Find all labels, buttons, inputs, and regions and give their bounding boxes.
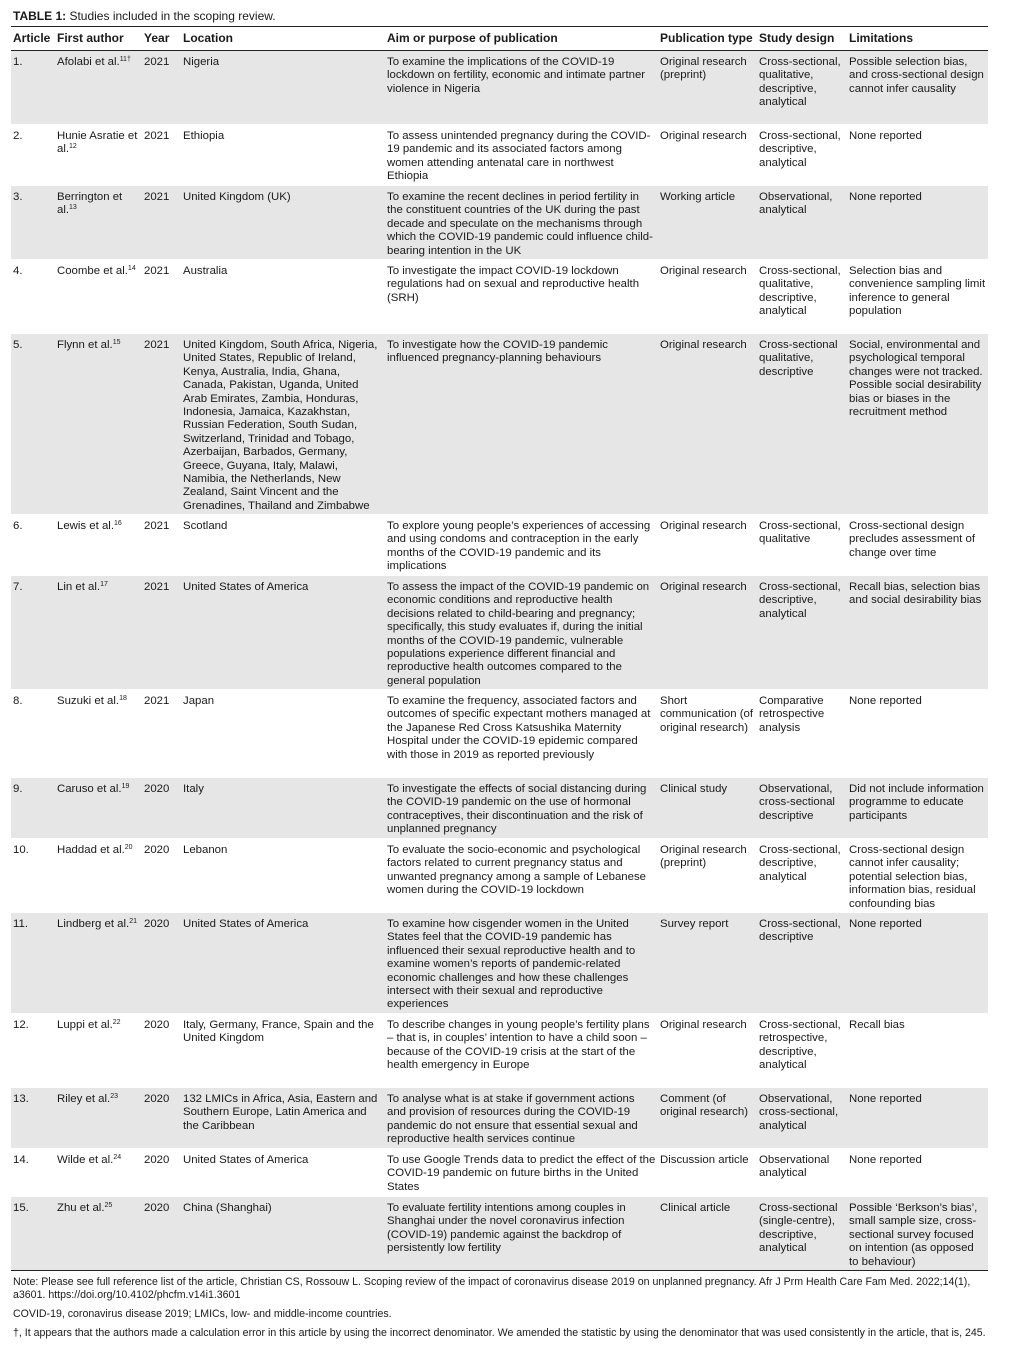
cell-year: 2020 (144, 1019, 170, 1031)
cell-article: 11. (11, 913, 55, 1014)
cell-first-author (55, 1088, 142, 1149)
table-body (11, 51, 988, 1271)
table-row (11, 260, 988, 334)
cell-aim: To examine how cisgender women in the United States feel that the COVID-19 pandemic has influenced their sexual reproductive health and to examine women’s reports of pandemic-related economic challenges and how these challenges intersect with their sexual and reproductive experiences (385, 913, 658, 1014)
cell-year: 2021 (144, 520, 170, 532)
cell-article: 12. (13, 1019, 29, 1031)
cell-publication-type: Original research (preprint) (658, 51, 757, 125)
cell-first-author (55, 913, 142, 1014)
author-ref: 13 (69, 204, 77, 212)
table-row (11, 1197, 988, 1271)
table-row (11, 913, 988, 1014)
cell-limitations: None reported (849, 695, 922, 707)
author-name: Afolabi et al. (57, 56, 120, 68)
author-ref: 25 (104, 1202, 113, 1209)
author-ref: 23 (110, 1093, 118, 1100)
table-row (11, 1014, 988, 1088)
cell-study-design: Cross-sectional, descriptive, analytical (759, 844, 841, 883)
cell-aim: To investigate how the COVID-19 pandemic influenced pregnancy-planning behaviours (385, 334, 658, 515)
cell-publication-type: Original research (658, 334, 757, 515)
author-name: Berrington et al. (57, 191, 123, 217)
header-aim: Aim or purpose of publication (387, 30, 558, 45)
cell-study-design: Cross-sectional qualitative, descriptive (757, 334, 847, 515)
cell-publication-type: Original research (preprint) (660, 844, 747, 870)
author-name: Lewis et al. (57, 520, 114, 532)
author-ref: 15 (112, 339, 121, 346)
cell-aim: To explore young people’s experiences of accessing and using condoms and contraception in the early months of the COVID-19 pandemic and its implications (387, 520, 651, 573)
cell-aim: To analyse what is at stake if government actions and provision of resources during the COVID-19 pandemic do not ensure that essential sexual and reproductive health services continue (385, 1088, 658, 1149)
cell-aim: To examine the implications of the COVID-19 lockdown on fertility, economic and intimate partner violence in Nigeria (385, 51, 658, 125)
cell-aim: To describe changes in young people’s fertility plans – that is, in couples’ intention to have a child soon – because of the COVID-19 crisis at the start of the health emergency in Europe (387, 1019, 650, 1072)
cell-location: United States of America (181, 913, 385, 1014)
author-name: Hunie Asratie et al. (57, 130, 138, 156)
cell-location: United Kingdom (UK) (181, 186, 385, 260)
table-row (11, 51, 988, 125)
cell-year: 2021 (142, 51, 181, 125)
cell-publication-type: Working article (658, 186, 757, 260)
table-row (11, 839, 988, 913)
cell-first-author (55, 334, 142, 515)
cell-study-design: Cross-sectional, qualitative (759, 520, 841, 546)
cell-limitations: None reported (847, 186, 988, 260)
table-row (11, 778, 988, 839)
cell-limitations: None reported (849, 130, 922, 142)
cell-year: 2020 (144, 1154, 170, 1166)
table-row (11, 1149, 988, 1197)
cell-first-author (55, 1014, 142, 1088)
cell-study-design: Cross-sectional, retrospective, descriptive, analytical (759, 1019, 841, 1072)
author-ref: 22 (112, 1019, 121, 1026)
cell-study-design: Observational, cross-sectional descriptive (757, 778, 847, 839)
cell-location: China (Shanghai) (181, 1197, 385, 1271)
author-name: Wilde et al. (57, 1154, 114, 1166)
cell-aim: To investigate the effects of social distancing during the COVID-19 pandemic on the use of hormonal contraceptives, their discontinuation and the risk of unplanned pregnancy (385, 778, 658, 839)
header-publication-type: Publication type (660, 30, 753, 45)
author-name: Lindberg et al. (57, 918, 130, 930)
cell-aim: To evaluate the socio-economic and psychological factors related to current pregnancy status and unwanted pregnancy among a sample of Lebanese women during the COVID-19 lockdown (387, 844, 647, 897)
author-name: Flynn et al. (57, 339, 113, 351)
cell-limitations: None reported (849, 1154, 922, 1166)
cell-article: 8. (13, 695, 23, 707)
cell-limitations: Cross-sectional design precludes assessment of change over time (849, 520, 975, 559)
cell-location: Ethiopia (183, 130, 225, 142)
table-header-row (11, 27, 988, 51)
cell-aim: To investigate the impact COVID-19 lockdown regulations had on sexual and reproductive health (SRH) (387, 265, 640, 304)
cell-study-design: Cross-sectional, qualitative, descriptive, analytical (757, 51, 847, 125)
cell-limitations: Cross-sectional design cannot infer causality; potential selection bias, information bias, residual confounding bias (849, 844, 976, 910)
header-article: Article (13, 30, 51, 45)
cell-study-design: Observational, cross-sectional, analytical (757, 1088, 847, 1149)
cell-location: Japan (183, 695, 215, 707)
cell-year: 2021 (142, 576, 181, 690)
cell-year: 2021 (144, 130, 170, 142)
cell-publication-type: Comment (of original research) (658, 1088, 757, 1149)
cell-limitations: Possible selection bias, and cross-sectional design cannot infer causality (847, 51, 988, 125)
cell-publication-type: Original research (660, 520, 747, 532)
cell-first-author (55, 778, 142, 839)
cell-article: 6. (13, 520, 23, 532)
author-ref: 19 (121, 783, 130, 790)
table-row (11, 1088, 988, 1149)
cell-year: 2020 (142, 913, 181, 1014)
author-name: Coombe et al. (57, 265, 128, 277)
cell-publication-type: Survey report (658, 913, 757, 1014)
cell-first-author (55, 576, 142, 690)
cell-study-design: Cross-sectional, descriptive (757, 913, 847, 1014)
author-ref: 16 (113, 520, 122, 527)
author-ref: 14 (127, 265, 136, 272)
note-dagger: †, It appears that the authors made a calculation error in this article by using the incorrect denominator. We amended the statistic by using the denominator that was used consistently in the article, that is, 245. (13, 1327, 986, 1339)
note-abbreviations: COVID-19, coronavirus disease 2019; LMICs, low- and middle-income countries. (13, 1308, 392, 1320)
author-ref: 18 (119, 695, 127, 702)
cell-publication-type: Original research (660, 265, 747, 277)
cell-location: 132 LMICs in Africa, Asia, Eastern and Southern Europe, Latin America and the Caribbean (181, 1088, 385, 1149)
cell-article: 14. (13, 1154, 29, 1166)
cell-aim: To evaluate fertility intentions among couples in Shanghai under the novel coronavirus infection (COVID-19) pandemic against the backdrop of persistently low fertility (385, 1197, 658, 1271)
cell-location: Italy, Germany, France, Spain and the United Kingdom (183, 1019, 374, 1045)
note-reference: Note: Please see full reference list of the article, Christian CS, Rossouw L. Scoping review of the impact of coronavirus disease 2019 on unplanned pregnancy. Afr J Prm Health Care Fam Med. 2022;14(1), a3601. https://doi.org/10.4102/phcfm.v14i1.3601 (13, 1276, 971, 1301)
cell-first-author (55, 690, 142, 778)
cell-article: 10. (13, 844, 29, 856)
cell-location: Nigeria (181, 51, 385, 125)
table-row (11, 576, 988, 690)
cell-article: 7. (11, 576, 55, 690)
author-name: Suzuki et al. (57, 695, 120, 707)
cell-study-design: Cross-sectional, descriptive, analytical (757, 576, 847, 690)
cell-article: 3. (11, 186, 55, 260)
cell-year: 2020 (142, 1088, 181, 1149)
cell-first-author (55, 186, 142, 260)
cell-study-design: Observational, analytical (757, 186, 847, 260)
cell-limitations: Recall bias (849, 1019, 905, 1031)
cell-location: United States of America (181, 576, 385, 690)
cell-article: 2. (13, 130, 23, 142)
header-limitations: Limitations (849, 30, 914, 45)
cell-first-author (55, 839, 142, 913)
cell-aim: To assess the impact of the COVID-19 pandemic on economic conditions and reproductive health decisions related to child-bearing and pregnancy; specifically, this study evaluates if, during the initial months of the COVID-19 pandemic, vulnerable populations experience different financial and reproductive health outcomes compared to the general population (385, 576, 658, 690)
cell-year: 2021 (142, 186, 181, 260)
cell-location: Lebanon (183, 844, 228, 856)
cell-article: 15. (11, 1197, 55, 1271)
cell-publication-type: Clinical article (658, 1197, 757, 1271)
cell-location: Italy (181, 778, 385, 839)
header-study-design: Study design (759, 30, 835, 45)
author-name: Lin et al. (57, 581, 101, 593)
table-row (11, 186, 988, 260)
cell-year: 2020 (144, 844, 170, 856)
cell-first-author (55, 1197, 142, 1271)
table-row (11, 690, 988, 778)
cell-first-author (55, 515, 142, 576)
cell-first-author (55, 260, 142, 334)
cell-limitations: Recall bias, selection bias and social desirability bias (847, 576, 988, 690)
table-caption (13, 9, 276, 24)
caption-text: Studies included in the scoping review. (69, 9, 276, 23)
cell-study-design: Comparative retrospective analysis (759, 695, 825, 734)
header-location: Location (183, 30, 233, 45)
header-year: Year (144, 30, 170, 45)
cell-publication-type: Short communication (of original research) (660, 695, 754, 734)
caption-label: TABLE 1: (13, 9, 67, 23)
cell-article: 4. (13, 265, 23, 277)
cell-first-author (55, 1149, 142, 1197)
author-ref: 11† (119, 56, 131, 63)
cell-publication-type: Original research (660, 1019, 747, 1031)
cell-article: 9. (11, 778, 55, 839)
cell-year: 2021 (144, 265, 170, 277)
cell-limitations: Possible ‘Berkson’s bias’, small sample size, cross-sectional survey focused on intention (as opposed to behaviour) (847, 1197, 988, 1271)
author-name: Zhu et al. (57, 1202, 105, 1214)
cell-year: 2021 (144, 695, 170, 707)
cell-year: 2020 (142, 778, 181, 839)
cell-article: 13. (11, 1088, 55, 1149)
author-name: Caruso et al. (57, 783, 122, 795)
author-ref: 17 (100, 581, 108, 588)
cell-aim: To assess unintended pregnancy during the COVID-19 pandemic and its associated factors among women attending antenatal care in northwest Ethiopia (387, 130, 651, 183)
author-ref: 12 (69, 143, 77, 151)
cell-limitations: Did not include information programme to educate participants (847, 778, 988, 839)
cell-location: United States of America (183, 1154, 309, 1166)
cell-publication-type: Clinical study (658, 778, 757, 839)
cell-year: 2021 (142, 334, 181, 515)
cell-study-design: Cross-sectional (single-centre), descriptive, analytical (757, 1197, 847, 1271)
cell-aim: To examine the frequency, associated factors and outcomes of specific expectant mothers managed at the Japanese Red Cross Katsushika Maternity Hospital under the COVID-19 epidemic compared with those in 2019 as reported previously (387, 695, 651, 761)
cell-study-design: Cross-sectional, descriptive, analytical (759, 130, 841, 169)
cell-publication-type: Original research (660, 130, 747, 142)
cell-aim: To use Google Trends data to predict the effect of the COVID-19 pandemic on future births in the United States (387, 1154, 656, 1193)
cell-study-design: Observational analytical (759, 1154, 830, 1180)
header-first-author: First author (57, 30, 124, 45)
cell-aim: To examine the recent declines in period fertility in the constituent countries of the UK during the past decade and speculate on the mechanisms through which the COVID-19 pandemic could influence child-bearing intention in the UK (385, 186, 658, 260)
cell-publication-type: Original research (658, 576, 757, 690)
cell-location: Scotland (183, 520, 228, 532)
table-notes (13, 1276, 989, 1340)
cell-publication-type: Discussion article (660, 1154, 749, 1166)
cell-limitations: Social, environmental and psychological temporal changes were not tracked. Possible social desirability bias or biases in the recruitment method (847, 334, 988, 515)
cell-article: 1. (11, 51, 55, 125)
author-ref: 20 (124, 844, 133, 851)
cell-first-author (55, 125, 142, 186)
table-row (11, 334, 988, 515)
author-name: Haddad et al. (57, 844, 125, 856)
author-ref: 21 (129, 918, 137, 925)
cell-limitations: Selection bias and convenience sampling limit inference to general population (849, 265, 986, 318)
author-name: Riley et al. (57, 1093, 111, 1105)
studies-table (11, 26, 988, 1271)
table-row (11, 515, 988, 576)
cell-location: Australia (183, 265, 228, 277)
cell-limitations: None reported (847, 1088, 988, 1149)
cell-location: United Kingdom, South Africa, Nigeria, United States, Republic of Ireland, Kenya, Australia, India, Ghana, Canada, Pakistan, Uganda, United Arab Emirates, Zambia, Honduras, Indonesia, Jamaica, Kazakhstan, Russian Federation, South Sudan, Switzerland, Trinidad and Tobago, Azerbaijan, Barbados, Germany, Greece, Guyana, Italy, Malawi, Namibia, the Netherlands, New Zealand, Saint Vincent and the Grenadines, Thailand and Zimbabwe (181, 334, 385, 515)
cell-study-design: Cross-sectional, qualitative, descriptive, analytical (759, 265, 841, 318)
cell-year: 2020 (142, 1197, 181, 1271)
table-row (11, 125, 988, 186)
cell-limitations: None reported (847, 913, 988, 1014)
author-ref: 24 (113, 1154, 122, 1161)
cell-article: 5. (11, 334, 55, 515)
author-name: Luppi et al. (57, 1019, 113, 1031)
cell-first-author (55, 51, 142, 125)
